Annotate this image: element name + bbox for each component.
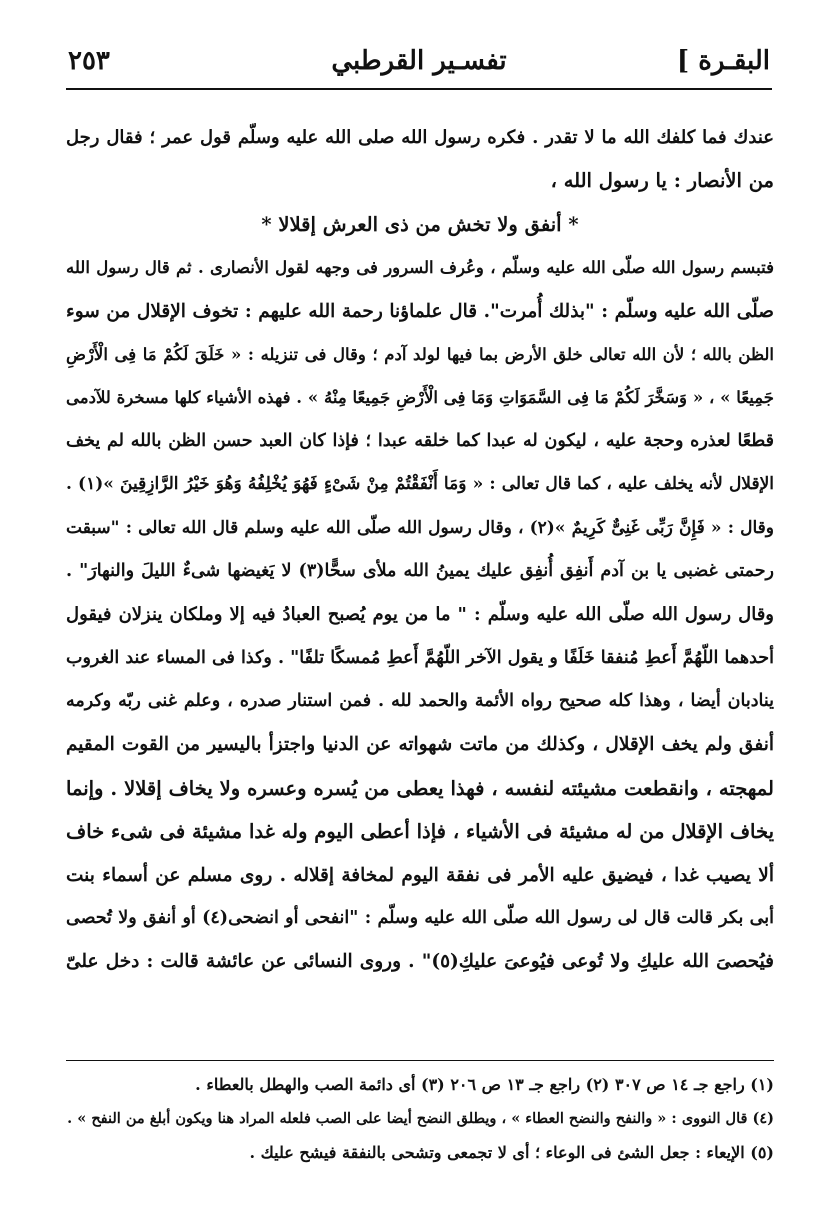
text-line: ألا يصيب غدا ، فيضيق عليه الأمر فى نفقة اليوم لمخافة إقلاله . روى مسلم عن أسماء بنت [66, 864, 774, 886]
text-line: قطعًا لعذره وحجة عليه ، ليكون له عبدا كما خلقه عبدا ؛ فإذا كان العبد حسن الظن بالله لم يخف [66, 430, 774, 451]
text-line: أبى بكر قالت قال لى رسول الله صلّى الله عليه وسلّم : "انفحى أو انضحى(٤) أو أنفق ولا تُحصى [66, 908, 774, 929]
text-line: يخاف الإقلال من له مشيئة فى الأشياء ، فإذا أعطى اليوم وله غدا مشيئة فى شىء خاف [66, 820, 774, 844]
footnotes [66, 1068, 774, 1170]
text-line: وقال : « فَإِنَّ رَبِّى غَنِىٌّ كَرِيمٌ »(٢) ، وقال رسول الله صلّى الله عليه وسلم قال الله تعالى : "سبقت [66, 517, 774, 538]
book-title: تفسـير القرطبي [331, 46, 507, 76]
text-line: صلّى الله عليه وسلّم : "بذلك أُمرت". قال علماؤنا رحمة الله عليهم : تخوف الإقلال من سوء [66, 300, 774, 322]
body-text [66, 116, 774, 984]
footnote: (٥) الإيعاء : جعل الشئ فى الوعاء ؛ أى لا تجمعى وتشحى بالنفقة فيشح عليك . [249, 1143, 774, 1162]
text-line: الإقلال لأنه يخلف عليه ، كما قال تعالى : « وَمَا أَنْفَقْتُمْ مِنْ شَىْءٍ فَهُوَ يُخْلِفُهُ وَهُوَ خَيْرُ الرَّازِقِينَ »(١) . [66, 474, 774, 495]
text-line: من الأنصار : يا رسول الله ، [550, 169, 774, 193]
page-header [66, 42, 772, 90]
text-line: وقال رسول الله صلّى الله عليه وسلّم : " ما من يوم يُصبح العبادُ فيه إلا وملكان ينزلان فيقول [66, 604, 774, 626]
text-line: لمهجته ، وانقطعت مشيئته لنفسه ، فهذا يعطى من يُسره وعسره ولا يخاف إقلالا . وإنما [66, 776, 774, 800]
page-number: ٢٥٣ [68, 46, 110, 76]
text-line: أحدهما اللّهُمَّ أَعطِ مُنفقا خَلَفًا و يقول الآخر اللّهُمَّ أَعطِ مُمسكًا تلفًا" . وكذا فى المساء عند الغروب [66, 647, 774, 668]
footnote-divider [66, 1060, 774, 1061]
text-line: عندك فما كلفك الله ما لا تقدر . فكره رسول الله صلى الله عليه وسلّم قول عمر ؛ فقال رجل [66, 127, 774, 148]
verse-line: * أنفق ولا تخش من ذى العرش إقلالا * [261, 212, 579, 236]
text-line: رحمتى غضبى يا بن آدم أَنفِق أُنفِق عليك يمينُ الله ملأى سحًّا(٣) لا يَغيضها شىءٌ الليلَ والنهارَ" . [66, 560, 774, 581]
footnote: (٤) قال النووى : « والنفح والنضح العطاء » ، ويطلق النضح أيضا على الصب فلعله المراد هنا ويكون أبلغ من النفح » . [67, 1110, 774, 1127]
text-line: فتبسم رسول الله صلّى الله عليه وسلّم ، وعُرف السرور فى وجهه لقول الأنصارى . ثم قال رسول الله [66, 258, 774, 278]
text-line: جَمِيعًا » ، « وَسَخَّرَ لَكُمْ مَا فِى السَّمَوَاتِ وَمَا فِى الْأَرْضِ جَمِيعًا مِنْهُ » . فهذه الأشياء كلها مسخرة للآدمى [66, 388, 774, 408]
text-line: أنفق ولم يخف الإقلال ، وكذلك من ماتت شهواته عن الدنيا واجتزأ باليسير من القوت المقيم [66, 734, 774, 756]
text-line: فيُحصىَ الله عليكِ ولا تُوعى فيُوعىَ عليكِ(٥)" . وروى النسائى عن عائشة قالت : دخل علىّ [66, 951, 774, 973]
footnote: (١) راجع جـ ١٤ ص ٣٠٧ (٢) راجع جـ ١٣ ص ٢٠٦ (٣) أى دائمة الصب والهطل بالعطاء . [195, 1075, 774, 1094]
text-line: ينادبان أيضا ، وهذا كله صحيح رواه الأئمة والحمد لله . فمن استنار صدره ، وعلم غنى ربّه وكرمه [66, 691, 774, 712]
surah-name: البقـرة ] [676, 46, 770, 76]
text-line: الظن بالله ؛ لأن الله تعالى خلق الأرض بما فيها لولد آدم ؛ وقال فى تنزيله : « خَلَقَ لَكُمْ مَا فِى الْأَرْضِ [66, 344, 774, 364]
